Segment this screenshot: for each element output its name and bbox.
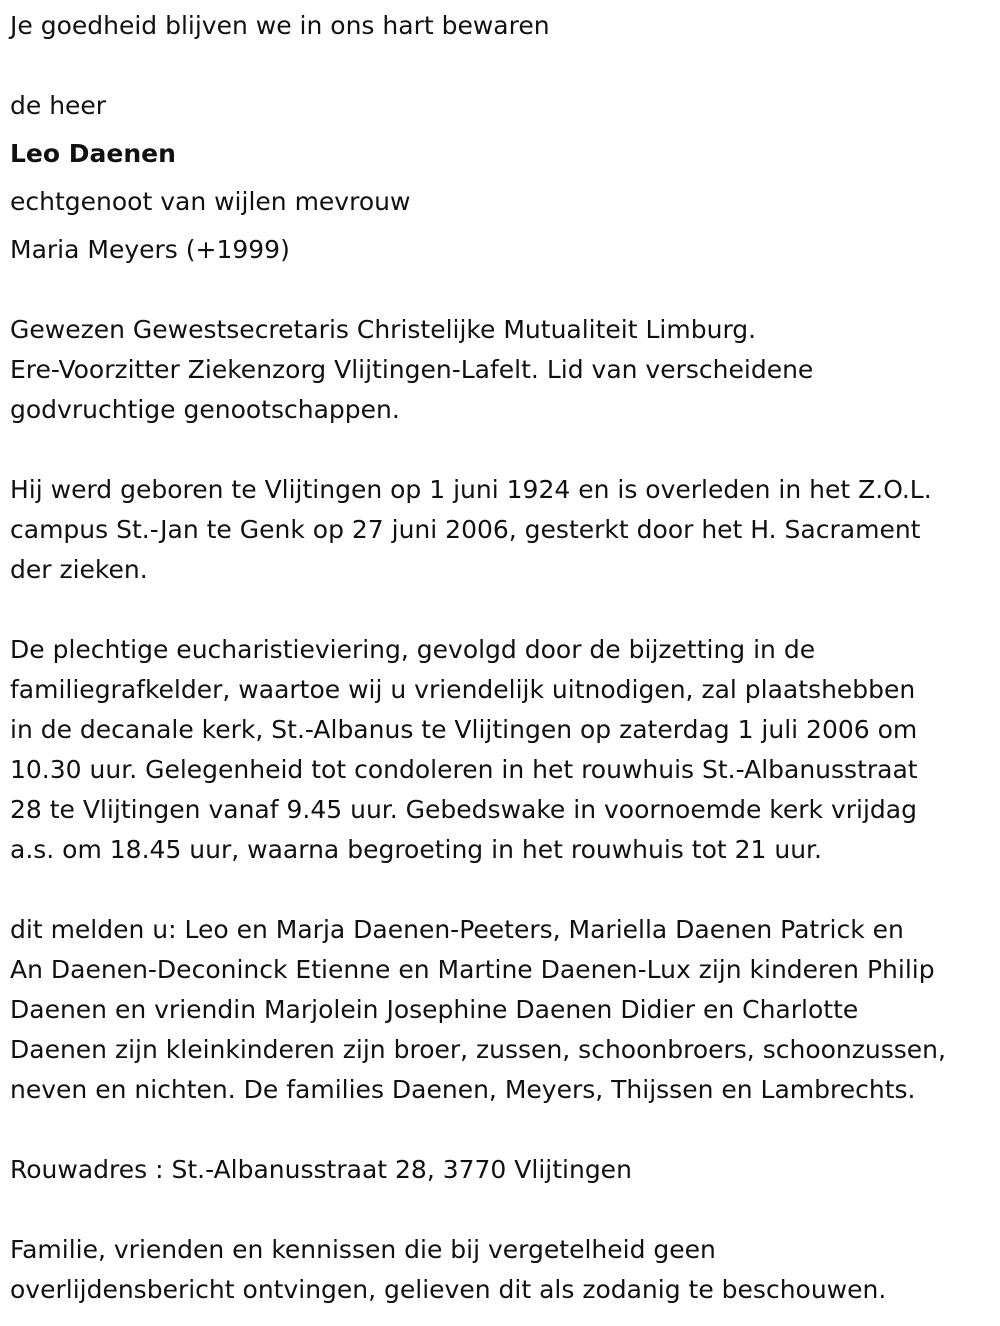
announcers-line: dit melden u: Leo en Marja Daenen-Peeters, Mariella Daenen Patrick en xyxy=(10,915,904,944)
ceremony-line: familiegrafkelder, waartoe wij u vriendelijk uitnodigen, zal plaatshebben xyxy=(10,675,916,704)
career-line: Ere-Voorzitter Ziekenzorg Vlijtingen-Lafelt. Lid van verscheidene xyxy=(10,355,814,384)
career-line: Gewezen Gewestsecretaris Christelijke Mutualiteit Limburg. xyxy=(10,315,757,344)
birth-death-line: der zieken. xyxy=(10,555,148,584)
title-prefix: de heer xyxy=(10,91,107,120)
announcers-line: neven en nichten. De families Daenen, Meyers, Thijssen en Lambrechts. xyxy=(10,1075,916,1104)
ceremony-line: 28 te Vlijtingen vanaf 9.45 uur. Gebedswake in voornoemde kerk vrijdag xyxy=(10,795,917,824)
ceremony-line: De plechtige eucharistieviering, gevolgd door de bijzetting in de xyxy=(10,635,816,664)
ceremony-line: a.s. om 18.45 uur, waarna begroeting in het rouwhuis tot 21 uur. xyxy=(10,835,822,864)
announcers-line: An Daenen-Deconinck Etienne en Martine Daenen-Lux zijn kinderen Philip xyxy=(10,955,935,984)
mourning-address: Rouwadres : St.-Albanusstraat 28, 3770 Vlijtingen xyxy=(10,1155,632,1184)
birth-death-line: campus St.-Jan te Genk op 27 juni 2006, gesterkt door het H. Sacrament xyxy=(10,515,921,544)
motto: Je goedheid blijven we in ons hart bewaren xyxy=(10,11,550,40)
closing-line: Familie, vrienden en kennissen die bij vergetelheid geen xyxy=(10,1235,716,1264)
career-line: godvruchtige genootschappen. xyxy=(10,395,400,424)
deceased-name: Leo Daenen xyxy=(10,139,176,168)
ceremony-line: in de decanale kerk, St.-Albanus te Vlijtingen op zaterdag 1 juli 2006 om xyxy=(10,715,918,744)
announcers-line: Daenen zijn kleinkinderen zijn broer, zussen, schoonbroers, schoonzussen, xyxy=(10,1035,946,1064)
ceremony-line: 10.30 uur. Gelegenheid tot condoleren in het rouwhuis St.-Albanusstraat xyxy=(10,755,918,784)
spouse-line-1: echtgenoot van wijlen mevrouw xyxy=(10,187,411,216)
closing-line: overlijdensbericht ontvingen, gelieven dit als zodanig te beschouwen. xyxy=(10,1275,887,1304)
announcers-line: Daenen en vriendin Marjolein Josephine Daenen Didier en Charlotte xyxy=(10,995,859,1024)
spouse-line-2: Maria Meyers (+1999) xyxy=(10,235,290,264)
birth-death-line: Hij werd geboren te Vlijtingen op 1 juni 1924 en is overleden in het Z.O.L. xyxy=(10,475,932,504)
